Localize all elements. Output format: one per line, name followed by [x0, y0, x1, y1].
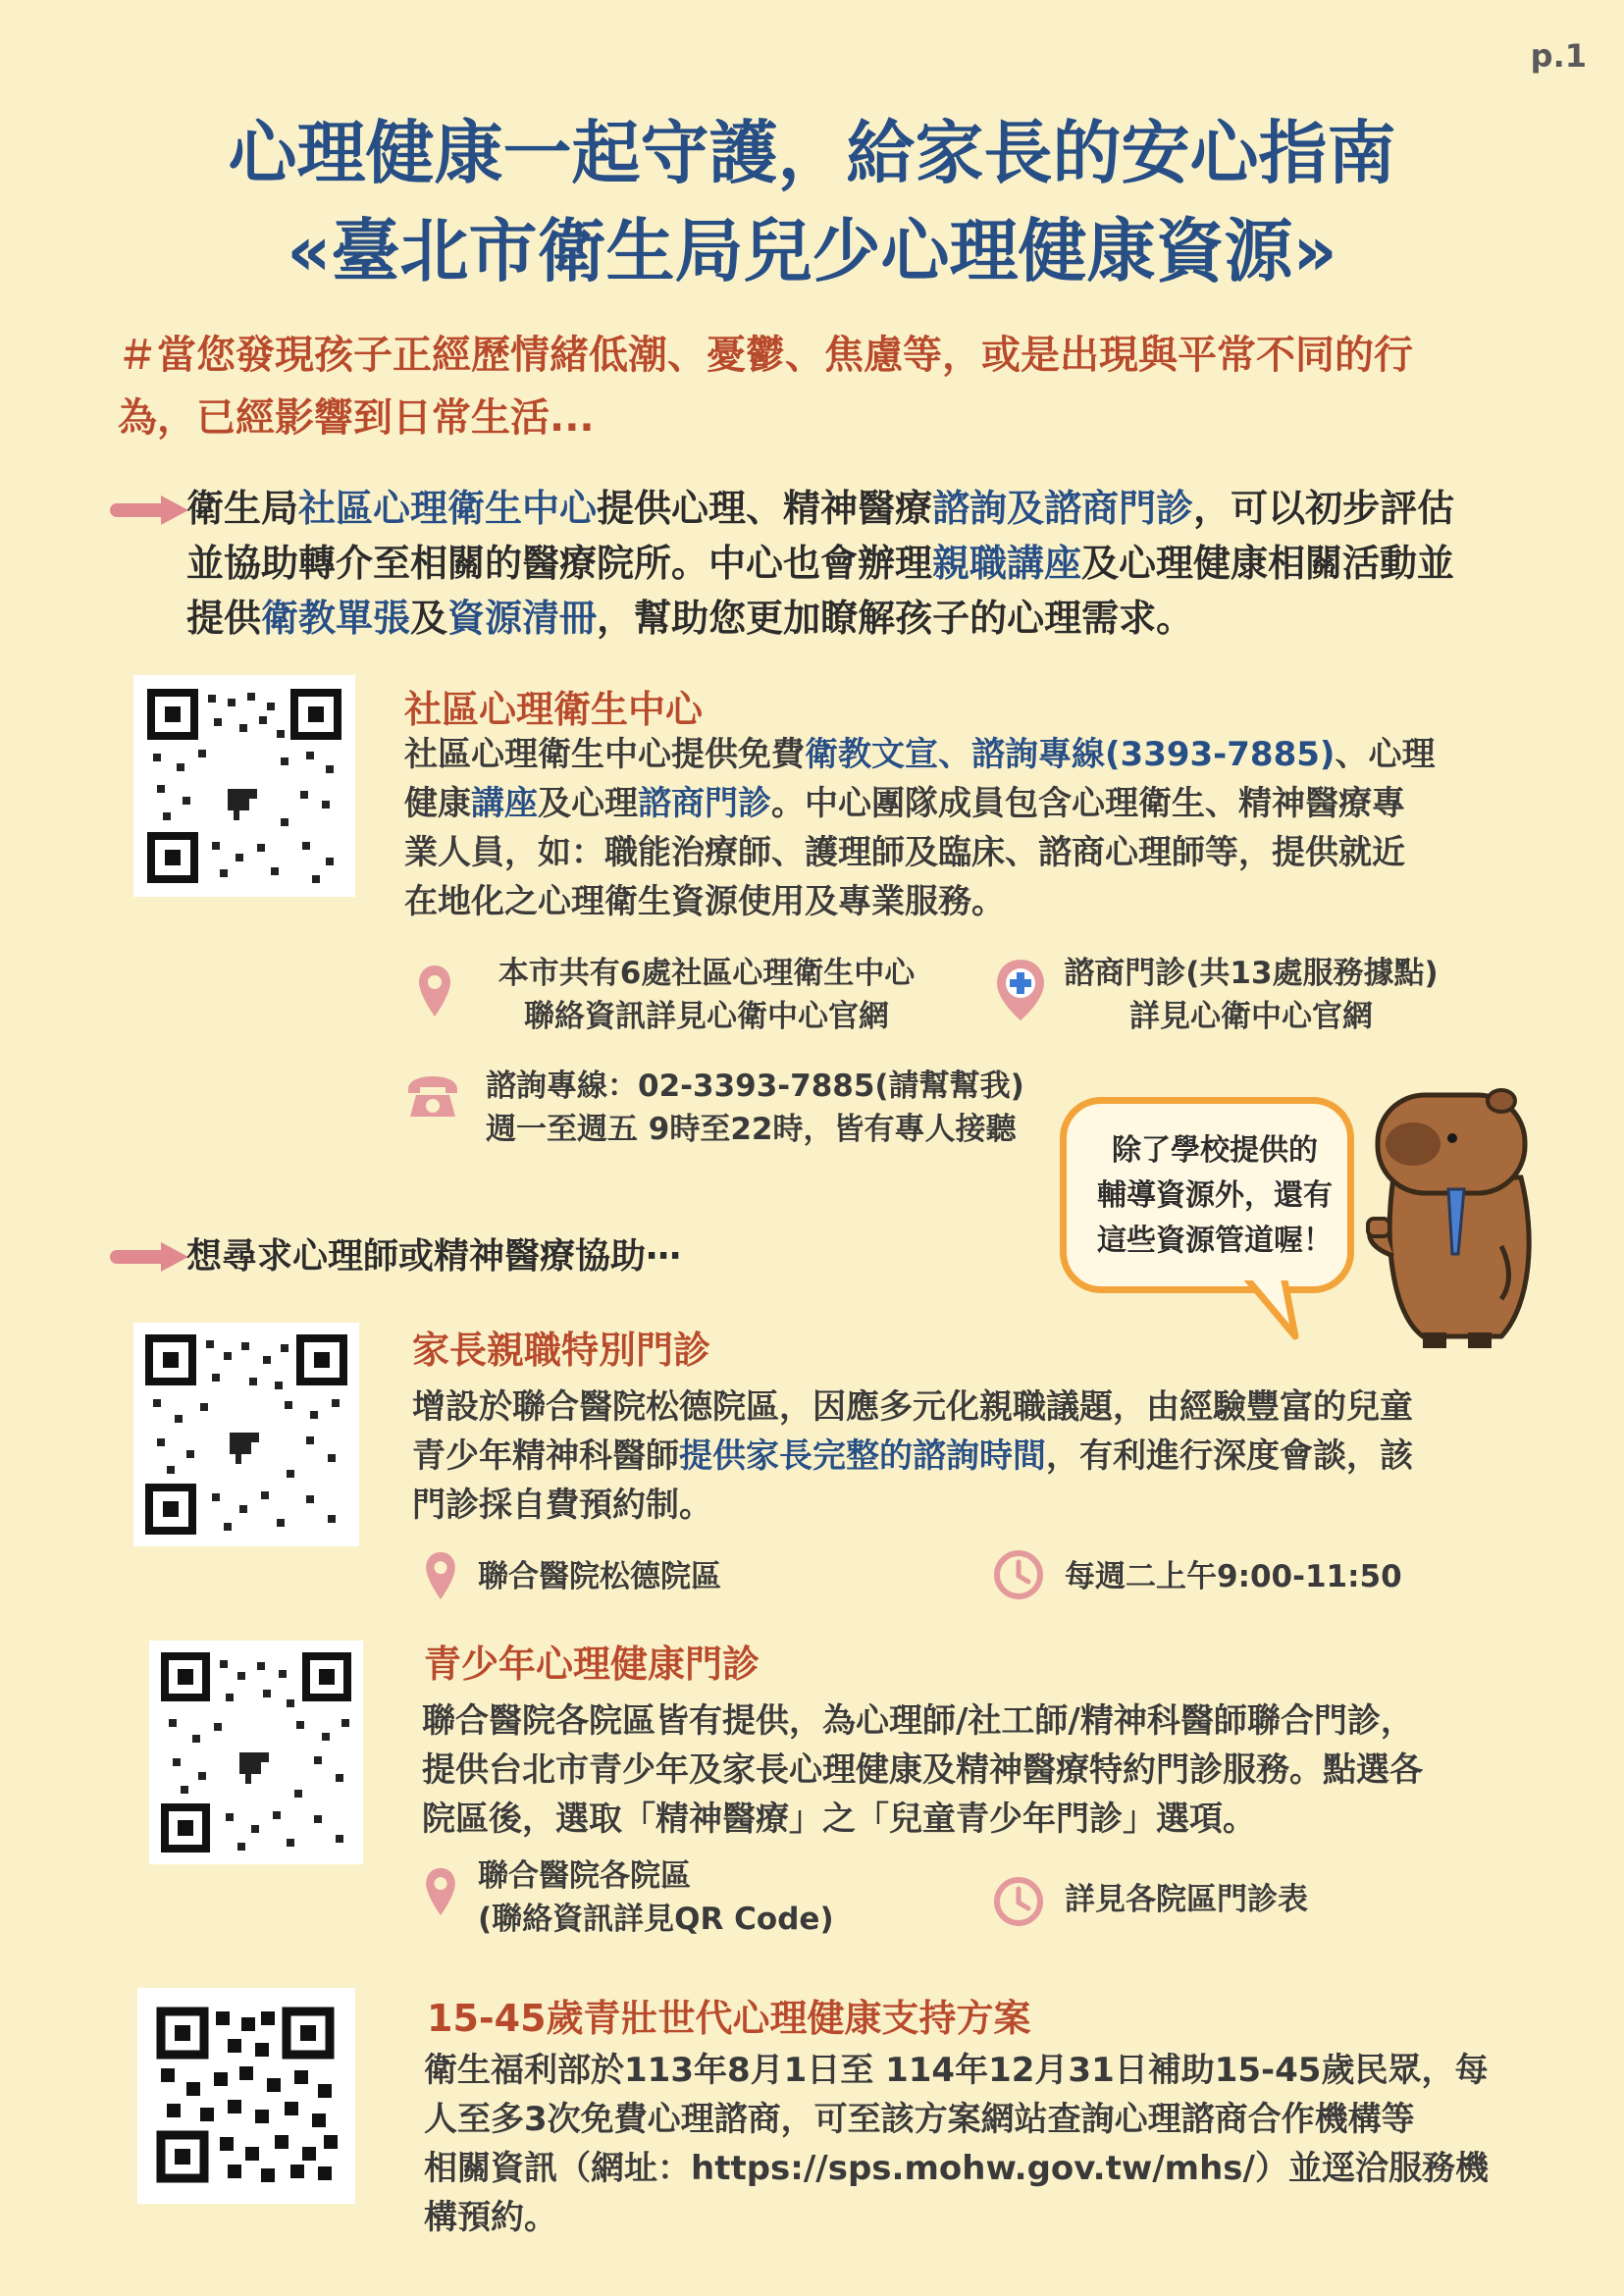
- qr-code-support-program[interactable]: [137, 1988, 355, 2204]
- parent-clinic-description: 增設於聯合醫院松德院區，因應多元化親職議題，由經驗豐富的兒童 青少年精神科醫師提供家長完整的諮詢時間，有利進行深度會談，該 門診採自費預約制。: [412, 1387, 1413, 1525]
- youth-clinic-description: 聯合醫院各院區皆有提供，為心理師/社工師/精神科醫師聯合門診， 提供台北市青少年及家長心理健康及精神醫療特約門診服務。點選各 院區後，選取「精神醫療」之「兒童青少年門診」選項。: [422, 1701, 1423, 1839]
- parent-clinic-title: 家長親職特別門診: [412, 1329, 711, 1372]
- parent-clinic-location: 聯合醫院松德院區: [478, 1559, 721, 1594]
- intro-paragraph: 衛生局社區心理衛生中心提供心理、精神醫療諮詢及諮商門診，可以初步評估 並協助轉介至相關的醫療院所。中心也會辦理親職講座及心理健康相關活動並 提供衛教單張及資源清冊，幫助您更加瞭解孩子的心理需求。: [186, 487, 1455, 640]
- arrow-right-icon: [110, 1242, 188, 1272]
- seek-help-heading: 想尋求心理師或精神醫療協助⋯: [186, 1236, 682, 1277]
- youth-clinic-schedule: 詳見各院區門診表: [1065, 1882, 1308, 1917]
- youth-clinic-locations: 聯合醫院各院區 (聯絡資訊詳見QR Code): [478, 1858, 834, 1937]
- qr-code-icon: [133, 675, 355, 897]
- youth-clinic-title: 青少年心理健康門診: [424, 1643, 760, 1686]
- hashtag-statement: [118, 324, 1511, 449]
- capybara-mascot-illustration: [1354, 1079, 1560, 1364]
- medical-location-icon: [993, 958, 1048, 1022]
- location-pin-icon: [424, 1866, 457, 1917]
- community-center-title: 社區心理衛生中心: [404, 688, 704, 731]
- support-program-description: 衛生福利部於113年8月1日至 114年12月31日補助15-45歲民眾，每 人至多3次免費心理諮商，可至該方案網站查詢心理諮商合作機構等 相關資訊（網址：https://sps.mohw.gov.tw/mhs/）並逕洽服務機 構預約。: [424, 2051, 1489, 2237]
- community-center-description: 社區心理衛生中心提供免費衛教文宣、諮詢專線(3393-7885)、心理 健康講座及心理諮商門診。中心團隊成員包含心理衛生、精神醫療專 業人員，如：職能治療師、護理師及臨床、諮商心理師等，提供就近 在地化之心理衛生資源使用及專業服務。: [404, 735, 1436, 921]
- hotline-info: 諮詢專線：02-3393-7885(請幫幫我) 週一至週五 9時至22時，皆有專人接聽: [486, 1069, 1024, 1147]
- clock-icon: [993, 1549, 1044, 1600]
- parent-clinic-time: 每週二上午9:00-11:50: [1065, 1559, 1402, 1594]
- hashtag-line-2: 為，已經影響到日常生活...: [118, 395, 595, 441]
- support-program-title: 15-45歲青壯世代心理健康支持方案: [427, 1997, 1031, 2040]
- page-subtitle: «臺北市衛生局兒少心理健康資源»: [287, 211, 1337, 291]
- page-title: 心理健康一起守護，給家長的安心指南: [228, 113, 1396, 193]
- arrow-right-icon: [110, 496, 188, 525]
- community-locations-info: 本市共有6處社區心理衛生中心 聯絡資訊詳見心衛中心官網: [498, 956, 916, 1034]
- qr-code-community-center[interactable]: [133, 675, 355, 897]
- speech-bubble-text: 除了學校提供的 輔導資源外，還有 這些資源管道喔！: [1097, 1133, 1333, 1258]
- location-pin-icon: [417, 964, 452, 1018]
- clock-icon: [993, 1876, 1044, 1927]
- page-number: p.1: [1530, 37, 1587, 75]
- speech-bubble-tail: [1244, 1276, 1303, 1344]
- qr-code-icon: [133, 1323, 359, 1546]
- counseling-clinic-info: 諮商門診(共13處服務據點) 詳見心衛中心官網: [1064, 956, 1439, 1034]
- hashtag-line-1: ＃當您發現孩子正經歷情緒低潮、憂鬱、焦慮等，或是出現與平常不同的行: [118, 333, 1413, 378]
- qr-code-icon: [137, 1988, 355, 2204]
- telephone-icon: [404, 1073, 461, 1121]
- qr-code-parent-clinic[interactable]: [133, 1323, 359, 1546]
- location-pin-icon: [424, 1550, 457, 1601]
- qr-code-icon: [149, 1641, 363, 1864]
- qr-code-youth-clinic[interactable]: [149, 1641, 363, 1864]
